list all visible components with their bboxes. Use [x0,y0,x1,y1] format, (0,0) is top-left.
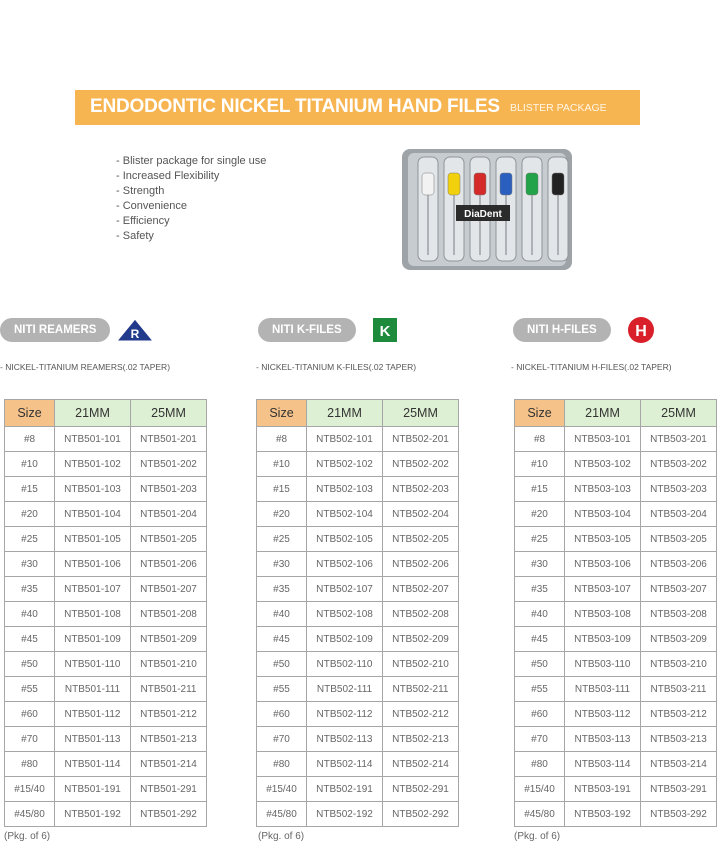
table-row [5,552,207,577]
code-25mm-cell: NTB501-213 [131,727,207,752]
column-header-25mm: 25MM [383,400,459,427]
code-25mm-cell: NTB503-203 [641,477,717,502]
code-21mm-cell: NTB503-106 [565,552,641,577]
pkg-note-kfiles: (Pkg. of 6) [258,831,305,842]
size-cell: #15 [515,477,565,502]
table-row [5,477,207,502]
code-21mm-cell: NTB501-106 [55,552,131,577]
code-21mm-cell: NTB502-107 [307,577,383,602]
code-25mm-cell: NTB501-210 [131,652,207,677]
code-25mm-cell: NTB503-202 [641,452,717,477]
size-cell: #25 [257,527,307,552]
size-cell: #35 [515,577,565,602]
hfile-badge-icon [627,316,655,344]
size-cell: #25 [5,527,55,552]
code-21mm-cell: NTB501-103 [55,477,131,502]
size-cell: #60 [515,702,565,727]
code-21mm-cell: NTB502-108 [307,602,383,627]
table-row [515,477,717,502]
code-25mm-cell: NTB502-211 [383,677,459,702]
code-21mm-cell: NTB501-192 [55,802,131,827]
code-25mm-cell: NTB502-205 [383,527,459,552]
size-cell: #60 [5,702,55,727]
table-row [257,652,459,677]
size-cell: #35 [5,577,55,602]
code-25mm-cell: NTB501-212 [131,702,207,727]
code-21mm-cell: NTB502-111 [307,677,383,702]
hfiles-table [514,399,717,827]
code-25mm-cell: NTB502-212 [383,702,459,727]
file-handle [474,173,486,195]
code-25mm-cell: NTB501-211 [131,677,207,702]
pkg-note-hfiles: (Pkg. of 6) [514,831,561,842]
table-row [257,452,459,477]
code-21mm-cell: NTB502-109 [307,627,383,652]
table-row [515,752,717,777]
table-row [5,702,207,727]
code-21mm-cell: NTB503-109 [565,627,641,652]
reamers-table [4,399,207,827]
size-cell: #45 [5,627,55,652]
feature-item: - Convenience [116,199,266,214]
table-header-row [257,400,459,427]
code-25mm-cell: NTB501-292 [131,802,207,827]
code-25mm-cell: NTB501-204 [131,502,207,527]
blister-package-image [400,147,574,272]
code-21mm-cell: NTB501-105 [55,527,131,552]
code-25mm-cell: NTB502-203 [383,477,459,502]
code-21mm-cell: NTB501-102 [55,452,131,477]
code-21mm-cell: NTB502-103 [307,477,383,502]
code-25mm-cell: NTB503-201 [641,427,717,452]
code-21mm-cell: NTB503-110 [565,652,641,677]
size-cell: #45 [515,627,565,652]
size-cell: #15 [257,477,307,502]
kfile-badge-letter: K [379,323,391,340]
size-cell: #70 [5,727,55,752]
size-cell: #20 [5,502,55,527]
code-21mm-cell: NTB503-192 [565,802,641,827]
code-25mm-cell: NTB503-209 [641,627,717,652]
code-21mm-cell: NTB501-104 [55,502,131,527]
table-row [257,752,459,777]
code-25mm-cell: NTB502-214 [383,752,459,777]
table-row [515,652,717,677]
code-21mm-cell: NTB502-101 [307,427,383,452]
code-21mm-cell: NTB501-110 [55,652,131,677]
column-header-21mm: 21MM [307,400,383,427]
feature-item: - Efficiency [116,214,266,229]
size-cell: #30 [257,552,307,577]
table-row [5,727,207,752]
table-row [5,502,207,527]
code-25mm-cell: NTB503-208 [641,602,717,627]
file-handle [422,173,434,195]
code-21mm-cell: NTB502-112 [307,702,383,727]
table-row [257,502,459,527]
size-cell: #40 [257,602,307,627]
code-21mm-cell: NTB502-102 [307,452,383,477]
code-25mm-cell: NTB501-206 [131,552,207,577]
code-25mm-cell: NTB503-204 [641,502,717,527]
table-row [515,702,717,727]
feature-list [116,154,266,244]
code-25mm-cell: NTB503-292 [641,802,717,827]
code-25mm-cell: NTB501-208 [131,602,207,627]
column-header-21mm: 21MM [55,400,131,427]
table-row [515,552,717,577]
size-cell: #15/40 [5,777,55,802]
code-25mm-cell: NTB503-207 [641,577,717,602]
code-21mm-cell: NTB502-191 [307,777,383,802]
code-21mm-cell: NTB502-105 [307,527,383,552]
size-cell: #50 [257,652,307,677]
table-row [257,427,459,452]
size-cell: #8 [515,427,565,452]
size-cell: #10 [5,452,55,477]
column-header-25mm: 25MM [131,400,207,427]
size-cell: #45 [257,627,307,652]
code-21mm-cell: NTB503-104 [565,502,641,527]
code-25mm-cell: NTB503-212 [641,702,717,727]
code-25mm-cell: NTB501-207 [131,577,207,602]
table-row [257,577,459,602]
size-cell: #40 [5,602,55,627]
code-25mm-cell: NTB501-203 [131,477,207,502]
code-25mm-cell: NTB503-210 [641,652,717,677]
table-row [515,777,717,802]
size-cell: #8 [5,427,55,452]
code-25mm-cell: NTB501-291 [131,777,207,802]
code-21mm-cell: NTB503-107 [565,577,641,602]
table-row [5,677,207,702]
size-cell: #45/80 [515,802,565,827]
size-cell: #55 [515,677,565,702]
table-row [257,777,459,802]
table-row [257,527,459,552]
code-21mm-cell: NTB503-111 [565,677,641,702]
size-cell: #35 [257,577,307,602]
table-row [257,552,459,577]
code-25mm-cell: NTB503-214 [641,752,717,777]
section-subtitle-kfiles: - NICKEL-TITANIUM K-FILES(.02 TAPER) [256,362,417,372]
size-cell: #80 [5,752,55,777]
code-25mm-cell: NTB503-213 [641,727,717,752]
size-cell: #15/40 [257,777,307,802]
header-banner [75,90,640,125]
table-row [5,752,207,777]
size-cell: #50 [5,652,55,677]
size-cell: #45/80 [5,802,55,827]
pkg-note-reamers: (Pkg. of 6) [4,831,51,842]
size-cell: #80 [257,752,307,777]
table-row [5,652,207,677]
table-row [515,727,717,752]
reamer-badge-letter: R [130,327,140,341]
size-cell: #20 [515,502,565,527]
file-handle [552,173,564,195]
code-25mm-cell: NTB501-214 [131,752,207,777]
table-row [515,502,717,527]
feature-item: - Blister package for single use [116,154,266,169]
code-21mm-cell: NTB503-191 [565,777,641,802]
code-25mm-cell: NTB502-202 [383,452,459,477]
code-21mm-cell: NTB501-111 [55,677,131,702]
table-row [5,527,207,552]
code-21mm-cell: NTB501-107 [55,577,131,602]
size-cell: #20 [257,502,307,527]
code-21mm-cell: NTB503-101 [565,427,641,452]
code-25mm-cell: NTB502-208 [383,602,459,627]
size-cell: #70 [257,727,307,752]
code-21mm-cell: NTB502-104 [307,502,383,527]
table-row [515,627,717,652]
size-cell: #30 [515,552,565,577]
size-cell: #55 [257,677,307,702]
table-row [515,427,717,452]
code-21mm-cell: NTB501-113 [55,727,131,752]
table-row [515,452,717,477]
code-25mm-cell: NTB503-205 [641,527,717,552]
table-row [257,477,459,502]
code-21mm-cell: NTB503-113 [565,727,641,752]
code-25mm-cell: NTB502-209 [383,627,459,652]
code-21mm-cell: NTB501-114 [55,752,131,777]
code-25mm-cell: NTB502-210 [383,652,459,677]
brand-label: DiaDent [464,209,502,220]
code-21mm-cell: NTB501-112 [55,702,131,727]
size-cell: #50 [515,652,565,677]
code-25mm-cell: NTB502-204 [383,502,459,527]
code-21mm-cell: NTB501-108 [55,602,131,627]
size-cell: #80 [515,752,565,777]
file-handle [526,173,538,195]
code-21mm-cell: NTB502-106 [307,552,383,577]
code-21mm-cell: NTB501-191 [55,777,131,802]
page-subtitle: BLISTER PACKAGE [510,102,607,114]
table-row [515,602,717,627]
code-25mm-cell: NTB502-291 [383,777,459,802]
table-row [515,577,717,602]
code-25mm-cell: NTB501-209 [131,627,207,652]
size-cell: #10 [515,452,565,477]
table-row [5,627,207,652]
section-subtitle-reamers: - NICKEL-TITANIUM REAMERS(.02 TAPER) [0,362,171,372]
code-21mm-cell: NTB503-114 [565,752,641,777]
code-25mm-cell: NTB502-207 [383,577,459,602]
code-21mm-cell: NTB501-101 [55,427,131,452]
feature-item: - Increased Flexibility [116,169,266,184]
code-25mm-cell: NTB502-206 [383,552,459,577]
section-title-hfiles: NITI H-FILES [513,318,611,342]
column-header-21mm: 21MM [565,400,641,427]
table-row [5,577,207,602]
code-25mm-cell: NTB501-205 [131,527,207,552]
hfile-badge-letter: H [635,323,647,340]
column-header-size: Size [515,400,565,427]
code-25mm-cell: NTB502-201 [383,427,459,452]
code-25mm-cell: NTB503-291 [641,777,717,802]
code-21mm-cell: NTB503-112 [565,702,641,727]
size-cell: #8 [257,427,307,452]
code-25mm-cell: NTB503-211 [641,677,717,702]
code-25mm-cell: NTB501-201 [131,427,207,452]
code-21mm-cell: NTB502-114 [307,752,383,777]
table-row [257,802,459,827]
size-cell: #15 [5,477,55,502]
section-title-reamers: NITI REAMERS [0,318,110,342]
code-21mm-cell: NTB503-102 [565,452,641,477]
file-handle [448,173,460,195]
page-title: ENDODONTIC NICKEL TITANIUM HAND FILES [90,96,500,117]
table-row [257,602,459,627]
table-row [257,702,459,727]
size-cell: #60 [257,702,307,727]
table-header-row [5,400,207,427]
section-subtitle-hfiles: - NICKEL-TITANIUM H-FILES(.02 TAPER) [511,362,672,372]
code-21mm-cell: NTB501-109 [55,627,131,652]
code-21mm-cell: NTB503-108 [565,602,641,627]
code-25mm-cell: NTB501-202 [131,452,207,477]
code-21mm-cell: NTB503-105 [565,527,641,552]
reamer-badge-icon [116,318,154,342]
size-cell: #25 [515,527,565,552]
table-row [257,727,459,752]
code-25mm-cell: NTB503-206 [641,552,717,577]
file-handle [500,173,512,195]
code-25mm-cell: NTB502-292 [383,802,459,827]
code-21mm-cell: NTB502-110 [307,652,383,677]
table-row [5,452,207,477]
code-21mm-cell: NTB502-192 [307,802,383,827]
size-cell: #55 [5,677,55,702]
table-row [257,677,459,702]
size-cell: #15/40 [515,777,565,802]
feature-item: - Strength [116,184,266,199]
size-cell: #70 [515,727,565,752]
code-21mm-cell: NTB503-103 [565,477,641,502]
table-row [5,777,207,802]
size-cell: #40 [515,602,565,627]
section-title-kfiles: NITI K-FILES [258,318,356,342]
table-row [5,602,207,627]
table-row [5,427,207,452]
size-cell: #30 [5,552,55,577]
table-row [515,802,717,827]
code-25mm-cell: NTB502-213 [383,727,459,752]
table-row [5,802,207,827]
size-cell: #45/80 [257,802,307,827]
table-row [257,627,459,652]
kfile-badge-icon [372,317,398,343]
size-cell: #10 [257,452,307,477]
kfiles-table [256,399,459,827]
table-row [515,677,717,702]
table-row [515,527,717,552]
column-header-25mm: 25MM [641,400,717,427]
column-header-size: Size [5,400,55,427]
code-21mm-cell: NTB502-113 [307,727,383,752]
feature-item: - Safety [116,229,266,244]
table-header-row [515,400,717,427]
column-header-size: Size [257,400,307,427]
